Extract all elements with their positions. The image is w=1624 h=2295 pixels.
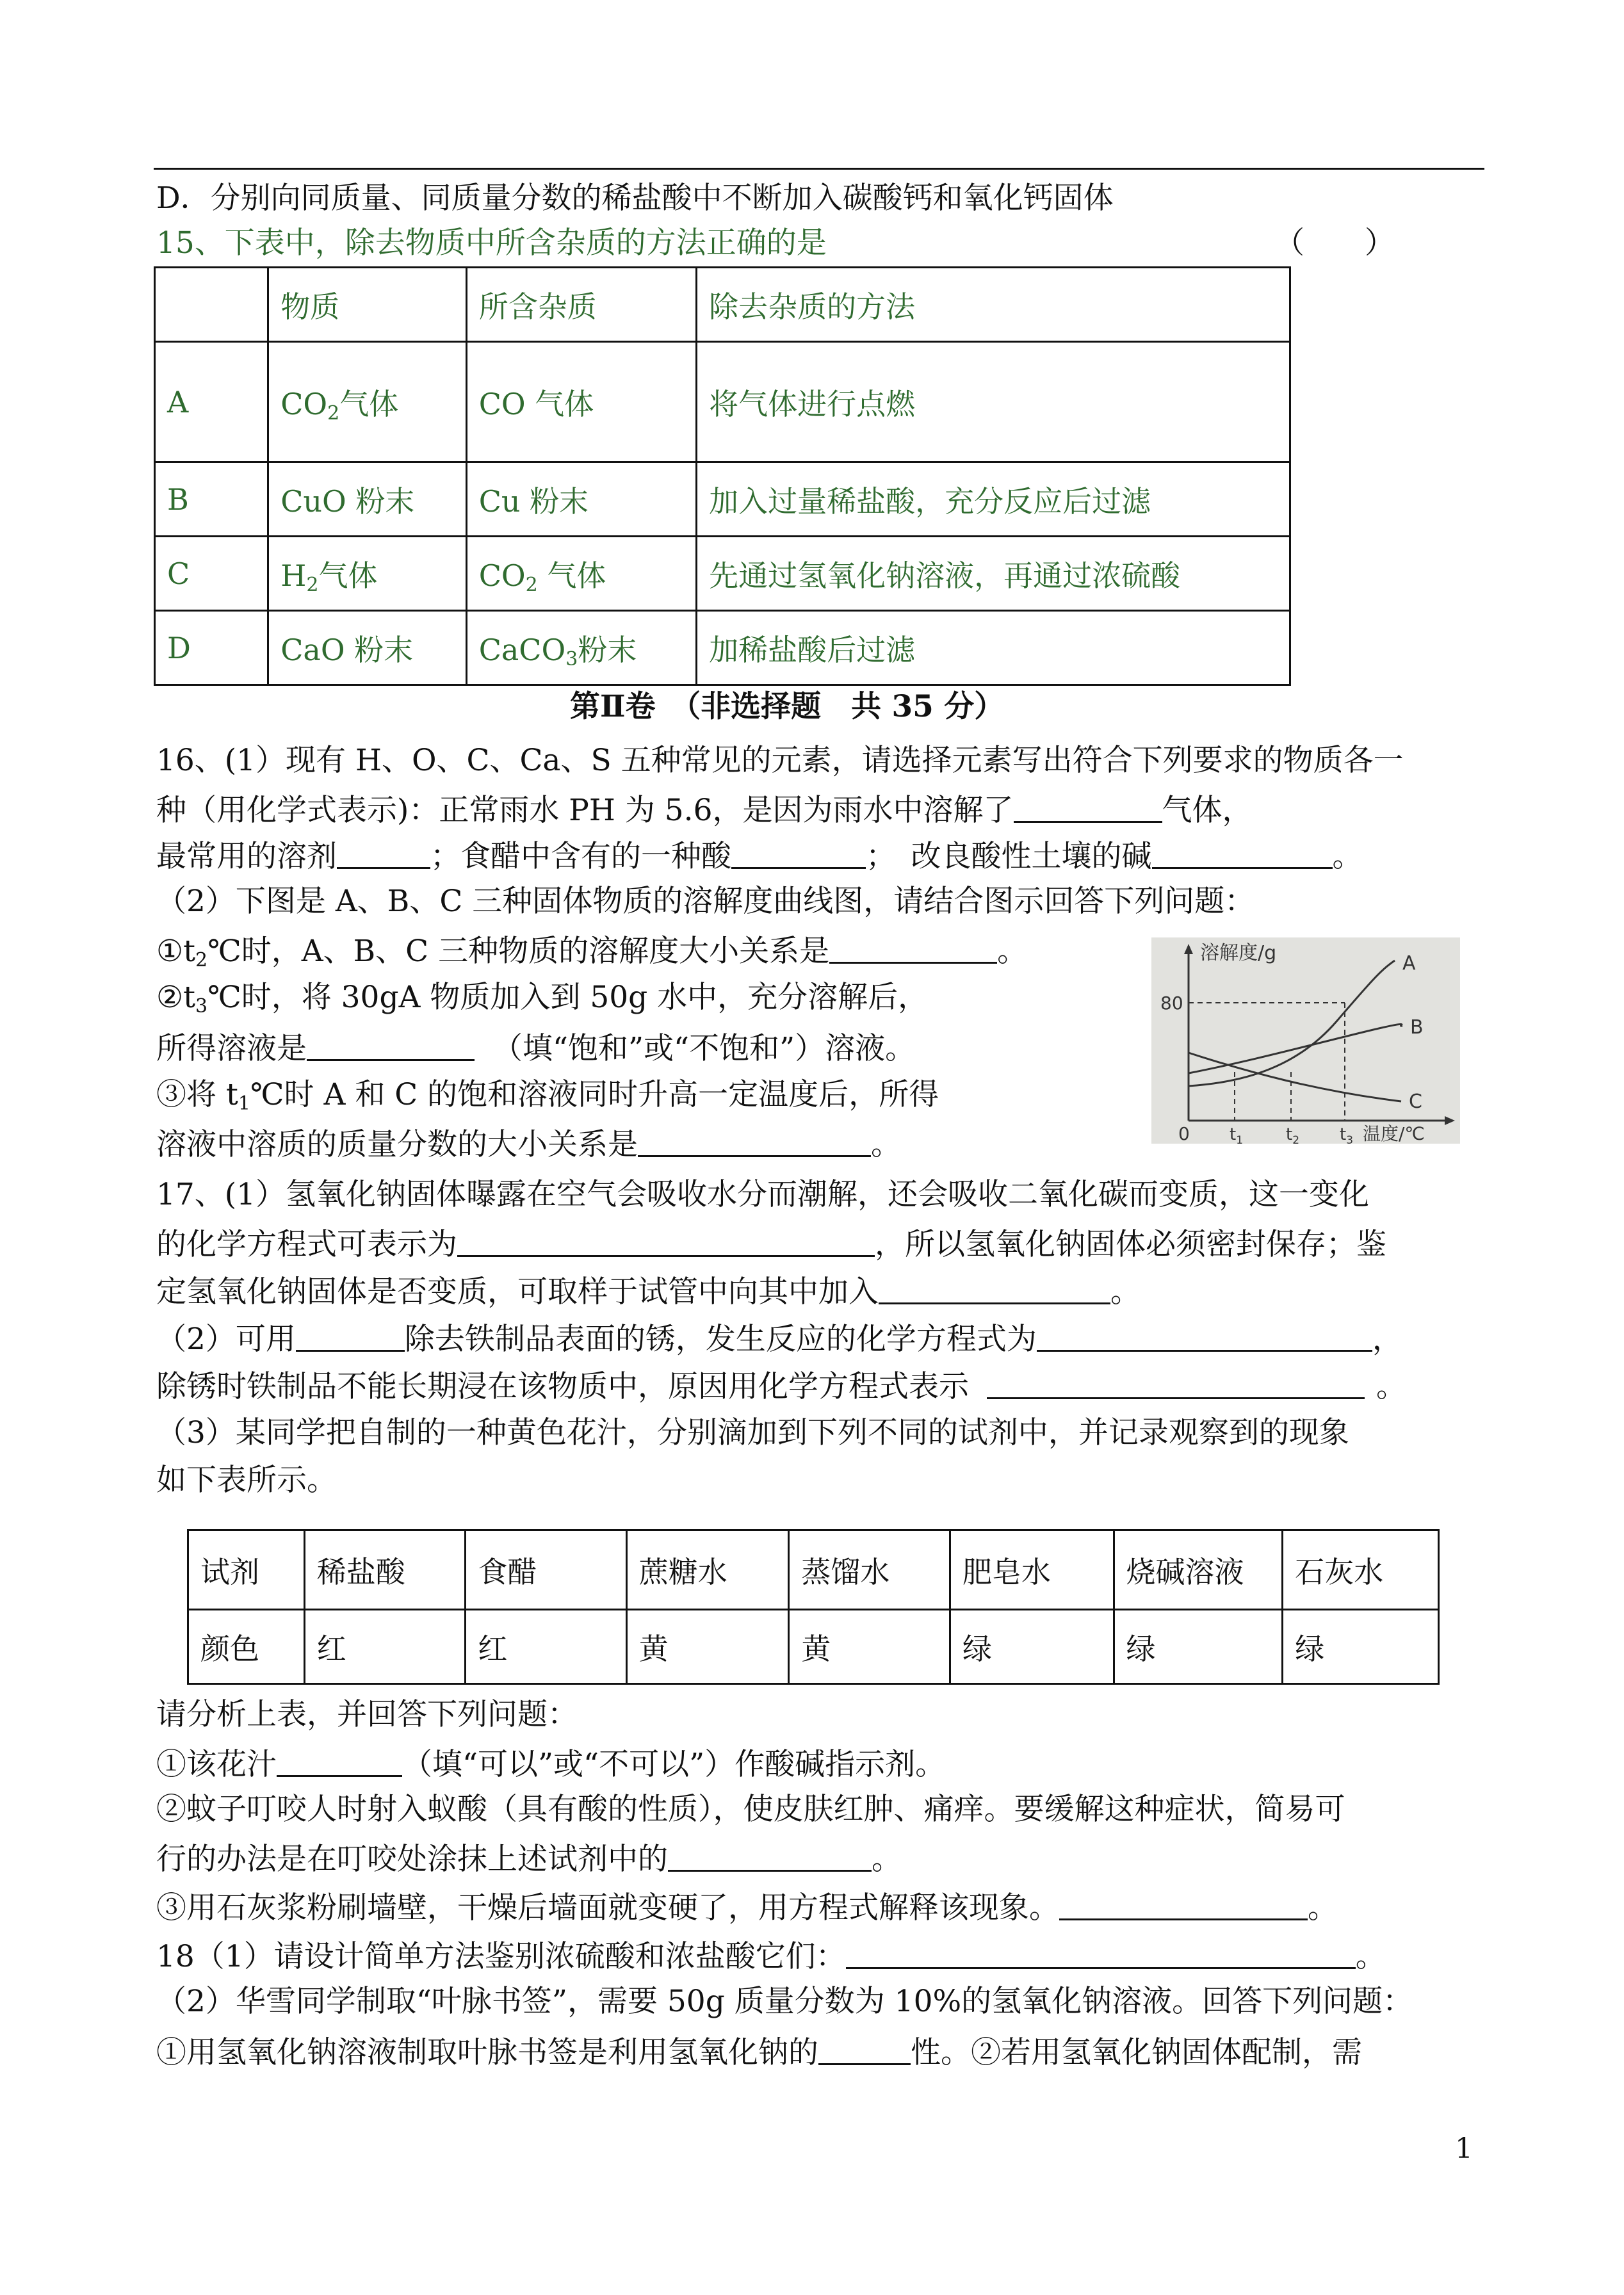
x-tick-label: $t_2$ bbox=[1286, 1125, 1300, 1144]
q18-line-3: ①用氢氧化钠溶液制取叶脉书签是利用氢氧化钠的 性。②若用氢氧化钠固体配制，需 bbox=[156, 2035, 1362, 2070]
impurity-cell: $CO_2$ 气体 bbox=[466, 537, 696, 611]
answer-blank[interactable] bbox=[638, 1127, 871, 1157]
q16-line-4: （2）下图是 A、B、C 三种固体物质的溶解度曲线图，请结合图示回答下列问题： bbox=[156, 884, 1255, 919]
q17-line-9: ①该花汁 （填“可以”或“不可以”）作酸碱指示剂。 bbox=[156, 1747, 946, 1782]
series-label: B bbox=[1410, 1016, 1424, 1039]
answer-blank[interactable] bbox=[307, 1031, 475, 1061]
method-cell: 加入过量稀盐酸，充分反应后过滤 bbox=[697, 462, 1290, 537]
table-cell: 蔗糖水 bbox=[626, 1530, 789, 1610]
q15-table bbox=[154, 266, 1291, 686]
table-header-cell bbox=[155, 268, 268, 342]
table-row bbox=[155, 537, 1290, 611]
table-row bbox=[188, 1610, 1439, 1684]
q17-line-6: （3）某同学把自制的一种黄色花汁，分别滴加到下列不同的试剂中，并记录观察到的现象 bbox=[156, 1415, 1349, 1450]
table-cell: 绿 bbox=[1283, 1610, 1439, 1684]
q16-sub-1: $①t_2℃$时，A、B、C 三种物质的溶解度大小关系是 。 bbox=[156, 934, 1028, 971]
q17-line-1: 17、(1）氢氧化钠固体曝露在空气会吸收水分而潮解，还会吸收二氧化碳而变质，这一变化 bbox=[156, 1177, 1370, 1212]
y-mark-label: 80 bbox=[1160, 993, 1183, 1014]
substance-cell: CuO 粉末 bbox=[268, 462, 466, 537]
answer-blank[interactable] bbox=[987, 1369, 1365, 1399]
q17-line-10: ②蚊子叮咬人时射入蚁酸（具有酸的性质），使皮肤红肿、痛痒。要缓解这种症状，简易可 bbox=[156, 1792, 1345, 1827]
answer-blank[interactable] bbox=[668, 1842, 872, 1872]
table-row bbox=[155, 611, 1290, 685]
substance-cell: CaO 粉末 bbox=[268, 611, 466, 685]
method-cell: 加稀盐酸后过滤 bbox=[697, 611, 1290, 685]
table-cell: 黄 bbox=[789, 1610, 950, 1684]
x-tick-label: $t_3$ bbox=[1340, 1125, 1354, 1144]
indicator-table bbox=[187, 1529, 1440, 1685]
q14-option-d: D．分别向同质量、同质量分数的稀盐酸中不断加入碳酸钙和氧化钙固体 bbox=[156, 181, 1114, 216]
method-cell: 将气体进行点燃 bbox=[697, 342, 1290, 462]
substance-cell: $CO_2$气体 bbox=[268, 342, 466, 462]
table-row bbox=[188, 1530, 1439, 1610]
table-cell: 肥皂水 bbox=[950, 1530, 1114, 1610]
table-header-cell: 除去杂质的方法 bbox=[697, 268, 1290, 342]
table-row bbox=[155, 342, 1290, 462]
q17-line-7: 如下表所示。 bbox=[156, 1463, 337, 1498]
answer-blank[interactable] bbox=[829, 934, 997, 964]
q15-stem: 15、下表中，除去物质中所含杂质的方法正确的是 bbox=[156, 225, 827, 261]
q17-line-2: 的化学方程式可表示为 ，所以氢氧化钠固体必须密封保存；鉴 bbox=[156, 1227, 1386, 1262]
q17-line-4: （2）可用 除去铁制品表面的锈，发生反应的化学方程式为 ， bbox=[156, 1322, 1402, 1357]
table-cell: 石灰水 bbox=[1283, 1530, 1439, 1610]
table-row bbox=[155, 462, 1290, 537]
q17-line-3: 定氢氧化钠固体是否变质，可取样于试管中向其中加入 。 bbox=[156, 1274, 1141, 1310]
impurity-cell: Cu 粉末 bbox=[466, 462, 696, 537]
impurity-cell: CO 气体 bbox=[466, 342, 696, 462]
row-label: B bbox=[155, 462, 268, 537]
header-rule bbox=[154, 168, 1484, 170]
q15-answer-paren: （ ） bbox=[1274, 225, 1395, 261]
row-label: A bbox=[155, 342, 268, 462]
answer-blank[interactable] bbox=[818, 2035, 911, 2065]
table-header-row bbox=[155, 268, 1290, 342]
section-title: 第Ⅱ卷 （非选择题 共 35 分） bbox=[570, 689, 1005, 724]
table-cell: 食醋 bbox=[466, 1530, 626, 1610]
q17-line-8: 请分析上表，并回答下列问题： bbox=[156, 1697, 578, 1732]
table-cell: 颜色 bbox=[188, 1610, 305, 1684]
q16-line-2: 种（用化学式表示)：正常雨水 PH 为 5.6，是因为雨水中溶解了 气体， bbox=[156, 793, 1253, 828]
answer-blank[interactable] bbox=[1059, 1890, 1308, 1920]
table-cell: 红 bbox=[304, 1610, 466, 1684]
impurity-cell: CaCO$_3$粉末 bbox=[466, 611, 696, 685]
table-cell: 稀盐酸 bbox=[304, 1530, 466, 1610]
q16-sub-2: $②t_3℃$时，将 30gA 物质加入到 50g 水中，充分溶解后， bbox=[156, 980, 929, 1018]
page-number: 1 bbox=[1455, 2132, 1473, 2165]
answer-blank[interactable] bbox=[277, 1747, 402, 1777]
table-cell: 黄 bbox=[626, 1610, 789, 1684]
q17-line-11: 行的办法是在叮咬处涂抹上述试剂中的 。 bbox=[156, 1842, 902, 1877]
series-label: A bbox=[1402, 952, 1416, 975]
x-axis-label: 温度/℃ bbox=[1363, 1123, 1425, 1144]
method-cell: 先通过氢氧化钠溶液，再通过浓硫酸 bbox=[697, 537, 1290, 611]
q16-sub-2-cont: 所得溶液是 （填“饱和”或“不饱和”）溶液。 bbox=[156, 1031, 916, 1066]
table-header-cell: 所含杂质 bbox=[466, 268, 696, 342]
answer-blank[interactable] bbox=[457, 1227, 875, 1257]
q18-line-2: （2）华雪同学制取“叶脉书签”，需要 50g 质量分数为 10%的氢氧化钠溶液。回答下列问题： bbox=[156, 1984, 1413, 2019]
q16-sub-3-cont: 溶液中溶质的质量分数的大小关系是 。 bbox=[156, 1127, 901, 1162]
q16-line-3: 最常用的溶剂 ；食醋中含有的一种酸 ； 改良酸性土壤的碱 。 bbox=[156, 839, 1363, 874]
table-cell: 蒸馏水 bbox=[789, 1530, 950, 1610]
q16-line-1: 16、(1）现有 H、O、C、Ca、S 五种常见的元素，请选择元素写出符合下列要求的物质各一 bbox=[156, 743, 1404, 778]
row-label: C bbox=[155, 537, 268, 611]
q16-sub-3: ③将 $t_1℃$时 A 和 C 的饱和溶液同时升高一定温度后，所得 bbox=[156, 1077, 939, 1115]
table-cell: 烧碱溶液 bbox=[1114, 1530, 1283, 1610]
table-header-cell: 物质 bbox=[268, 268, 466, 342]
origin-label: 0 bbox=[1178, 1123, 1190, 1144]
answer-blank[interactable] bbox=[1152, 839, 1333, 869]
y-axis-label: 溶解度/g bbox=[1200, 942, 1277, 964]
answer-blank[interactable] bbox=[337, 839, 430, 869]
answer-blank[interactable] bbox=[1037, 1322, 1372, 1352]
q17-line-5: 除锈时铁制品不能长期浸在该物质中，原因用化学方程式表示 。 bbox=[156, 1369, 1406, 1404]
table-cell: 绿 bbox=[950, 1610, 1114, 1684]
series-label: C bbox=[1409, 1091, 1422, 1113]
x-tick-label: $t_1$ bbox=[1230, 1125, 1244, 1144]
table-cell: 绿 bbox=[1114, 1610, 1283, 1684]
table-cell: 试剂 bbox=[188, 1530, 305, 1610]
table-cell: 红 bbox=[466, 1610, 626, 1684]
answer-blank[interactable] bbox=[846, 1939, 1356, 1969]
answer-blank[interactable] bbox=[879, 1274, 1110, 1304]
q18-line-1: 18（1）请设计简单方法鉴别浓硫酸和浓盐酸它们： 。 bbox=[156, 1939, 1386, 1974]
row-label: D bbox=[155, 611, 268, 685]
q17-line-12: ③用石灰浆粉刷墙壁，干燥后墙面就变硬了，用方程式解释该现象。 。 bbox=[156, 1890, 1338, 1926]
answer-blank[interactable] bbox=[731, 839, 866, 869]
substance-cell: $H_2$气体 bbox=[268, 537, 466, 611]
solubility-chart bbox=[1151, 937, 1460, 1144]
answer-blank[interactable] bbox=[296, 1322, 405, 1352]
answer-blank[interactable] bbox=[1014, 793, 1162, 823]
